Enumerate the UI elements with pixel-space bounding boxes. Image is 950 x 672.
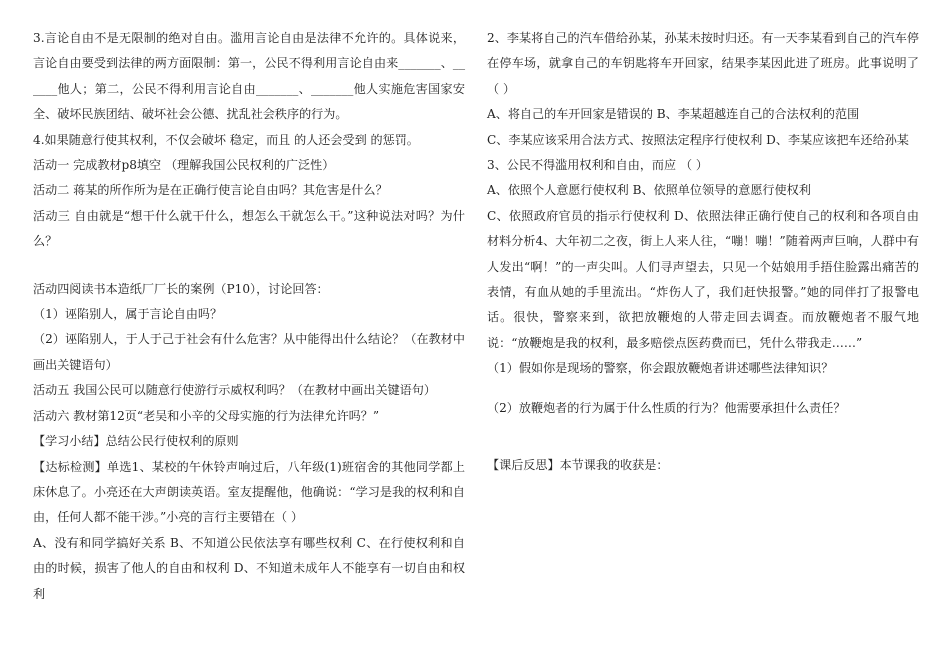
activity-4: 活动四阅读书本造纸厂厂长的案例（P10），讨论回答： (33, 281, 329, 296)
activity-2: 活动二 蒋某的所作所为是在正确行使言论自由吗？其危害是什么？ (33, 183, 388, 198)
left-column (33, 26, 465, 607)
answer-space (487, 421, 919, 453)
test-question-2: 2、李某将自己的汽车借给孙某，孙某未按时归还。有一天李某看到自己的汽车停在停车场，就拿自己的车钥匙将车开回家，结果李某因此进了班房。此事说明了（ ） (487, 31, 919, 96)
answer-space (487, 382, 919, 396)
activity-4-question-1: （1）诬陷别人，属于言论自由吗？ (33, 307, 223, 322)
test-question-1-options: A、没有和同学搞好关系 B、不知道公民依法享有哪些权利 C、在行使权利和自由的时候，损害了他人的自由和权利 D、不知道未成年人不能享有一切自由和权利 (33, 535, 465, 601)
test-question-1: 【达标检测】单选1、某校的午休铃声响过后，八年级(1)班宿舍的其他同学都上床休息了。小亮还在大声朗读英语。室友提醒他，他确说：“学习是我的权利和自由，任何人都不能干涉。”小亮的言行主要错在（ ） (33, 459, 465, 525)
right-column (487, 26, 919, 479)
activity-4-question-2: （2）诬陷别人，于人于己于社会有什么危害？从中能得出什么结论？（在教材中画出关键语句） (33, 332, 465, 372)
study-summary: 【学习小结】总结公民行使权利的原则 (33, 434, 239, 449)
material-question-1: （1）假如你是现场的警察，你会跟放鞭炮者讲述哪些法律知识？ (487, 361, 834, 376)
answer-space (33, 255, 465, 277)
activity-1: 活动一 完成教材p8填空 （理解我国公民权利的广泛性） (33, 158, 335, 173)
material-question-2: （2）放鞭炮者的行为属于什么性质的行为？他需要承担什么责任？ (487, 400, 846, 415)
activity-5: 活动五 我国公民可以随意行使游行示威权利吗？（在教材中画出关键语句） (33, 383, 436, 398)
after-class-reflection: 【课后反思】本节课我的收获是： (487, 458, 669, 473)
material-analysis-4: C、依照政府官员的指示行使权利 D、依照法律正确行使自己的权利和各项自由材料分析4、大年初二之夜，街上人来人往，“嘣！嘣！”随着两声巨响，人群中有人发出“啊！”的一声尖叫。人们寻声望去，只见一个姑娘用手捂住脸露出痛苦的表情，有血从她的手里流出。“炸伤人了，我们赶快报警。”她的同伴打了报警电话。很快，警察来到，欲把放鞭炮的人带走回去调查。而放鞭炮者不服气地说：“放鞭炮是我的权利，最多赔偿点医药费而已，凭什么带我走……” (487, 208, 919, 350)
activity-3: 活动三 自由就是“想干什么就干什么，想怎么干就怎么干。”这种说法对吗？为什么？ (33, 208, 465, 249)
test-question-2-options-cd: C、李某应该采用合法方式、按照法定程序行使权利 D、李某应该把车还给孙某 (487, 132, 909, 147)
knowledge-point-4: 4.如果随意行使其权利，不仅会破坏 稳定，而且 的人还会受到 的惩罚。 (33, 132, 419, 147)
knowledge-point-3: 3.言论自由不是无限制的绝对自由。滥用言论自由是法律不允许的。具体说来，言论自由要受到法律的两方面限制：第一，公民不得利用言论自由来_______、______他人；第二，公民不得利用言论自由_______、_______他人实施危害国家安全、破坏民族团结、破坏社会公德、扰乱社会秩序的行为。 (33, 31, 465, 122)
test-question-3-options-ab: A、依照个人意愿行使权利 B、依照单位领导的意愿行使权利 (487, 183, 811, 198)
test-question-3: 3、公民不得滥用权利和自由，而应 （ ） (487, 158, 708, 173)
test-question-2-options-ab: A、将自己的车开回家是错误的 B、李某超越连自己的合法权利的范围 (487, 107, 860, 122)
activity-6: 活动六 教材第12页“老吴和小辛的父母实施的行为法律允许吗？” (33, 408, 380, 423)
